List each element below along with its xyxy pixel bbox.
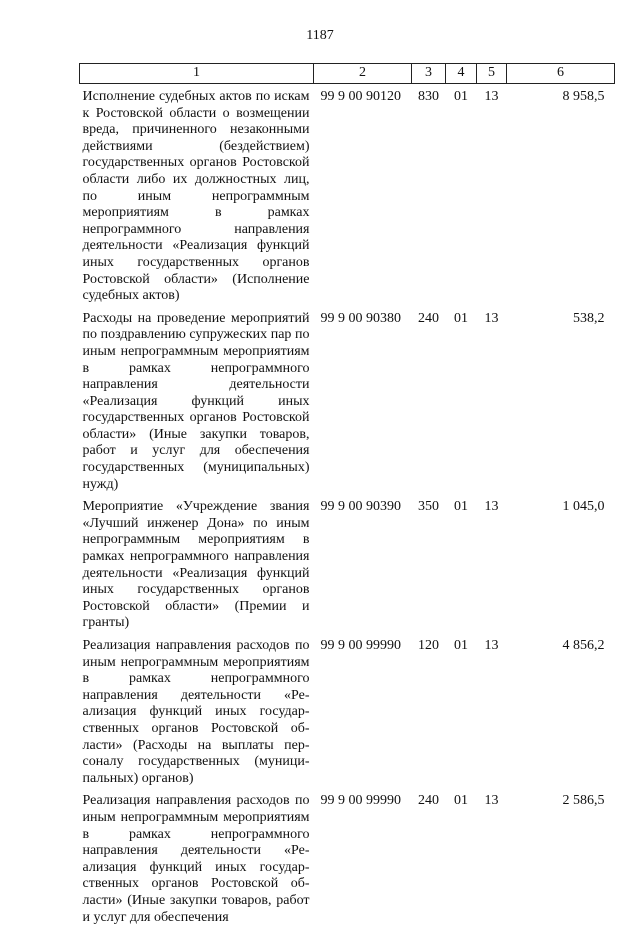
row-col5: 13 bbox=[484, 499, 499, 515]
page-number: 1187 bbox=[306, 28, 334, 43]
row-amount: 1 045,0 bbox=[562, 499, 605, 515]
row-description: Реализация направления расходов по иным непрограммным мероприятиям в рамках непрограммного направления деятельности «Реализация функций иных государственных органов Ростовской области» (Расходы на выплаты персоналу государственных (муниципальных) органов) bbox=[82, 638, 310, 786]
table-row bbox=[80, 787, 615, 926]
header-col-3: 3 bbox=[412, 64, 446, 84]
header-row bbox=[80, 64, 615, 84]
row-col4: 01 bbox=[454, 499, 468, 515]
header-col-5: 5 bbox=[477, 64, 507, 84]
row-col5: 13 bbox=[484, 310, 499, 326]
row-col3: 830 bbox=[418, 89, 439, 104]
row-col3: 240 bbox=[418, 310, 439, 326]
row-col4: 01 bbox=[454, 89, 468, 104]
table-row bbox=[80, 493, 615, 632]
row-col4: 01 bbox=[454, 793, 468, 809]
budget-table bbox=[79, 63, 615, 926]
row-col4: 01 bbox=[454, 638, 468, 653]
row-code: 99 9 00 99990 bbox=[320, 793, 401, 809]
row-col3: 350 bbox=[418, 499, 439, 515]
row-col5: 13 bbox=[484, 89, 499, 104]
table-row bbox=[80, 84, 615, 305]
row-col3: 120 bbox=[418, 638, 439, 653]
row-code: 99 9 00 90390 bbox=[320, 499, 401, 515]
row-amount: 8 958,5 bbox=[562, 89, 605, 104]
row-col3: 240 bbox=[418, 793, 439, 809]
row-code: 99 9 00 99990 bbox=[320, 638, 401, 653]
header-col-6: 6 bbox=[507, 64, 615, 84]
row-description: Реализация направления расходов по иным непрограммным мероприятиям в рамках непрограммного направления деятельности «Реализация функций иных государственных органов Ростовской области» (Иные закупки товаров, работ и услуг для обеспечения bbox=[82, 793, 310, 925]
header-col-2: 2 bbox=[314, 64, 412, 84]
row-code: 99 9 00 90380 bbox=[320, 310, 401, 326]
table-row bbox=[80, 632, 615, 787]
row-code: 99 9 00 90120 bbox=[320, 89, 401, 104]
row-description: Расходы на проведение мероприятий по поздравлению супружеских пар по иным непрограммным мероприятиям в рамках непрограммного направления деятельности «Реализация функций иных государственных органов Ростовской области» (Иные закупки товаров, работ и услуг для обеспечения государственных (муниципальных) нужд) bbox=[82, 310, 310, 492]
header-col-1: 1 bbox=[80, 64, 314, 84]
row-amount: 538,2 bbox=[573, 310, 605, 326]
row-amount: 4 856,2 bbox=[562, 638, 605, 653]
row-amount: 2 586,5 bbox=[562, 793, 605, 809]
row-col5: 13 bbox=[484, 638, 499, 653]
table-row bbox=[80, 305, 615, 494]
row-col4: 01 bbox=[454, 310, 468, 326]
row-description: Мероприятие «Учреждение звания «Лучший инженер Дона» по иным непрограммным мероприятиям в рамках непрограммного направления деятельности «Реализация функций иных государственных органов Ростовской области» (Премии и гранты) bbox=[82, 499, 310, 631]
header-col-4: 4 bbox=[446, 64, 477, 84]
row-col5: 13 bbox=[484, 793, 499, 809]
row-description: Исполнение судебных актов по искам к Ростовской области о возмещении вреда, причиненного незаконными действиями (бездействием) государственных органов Ростовской области либо их должностных лиц, по иным непрограммным мероприятиям в рамках непрограммного направления деятельности «Реализация функций иных государственных органов Ростовской области» (Исполнение судебных актов) bbox=[82, 89, 310, 304]
